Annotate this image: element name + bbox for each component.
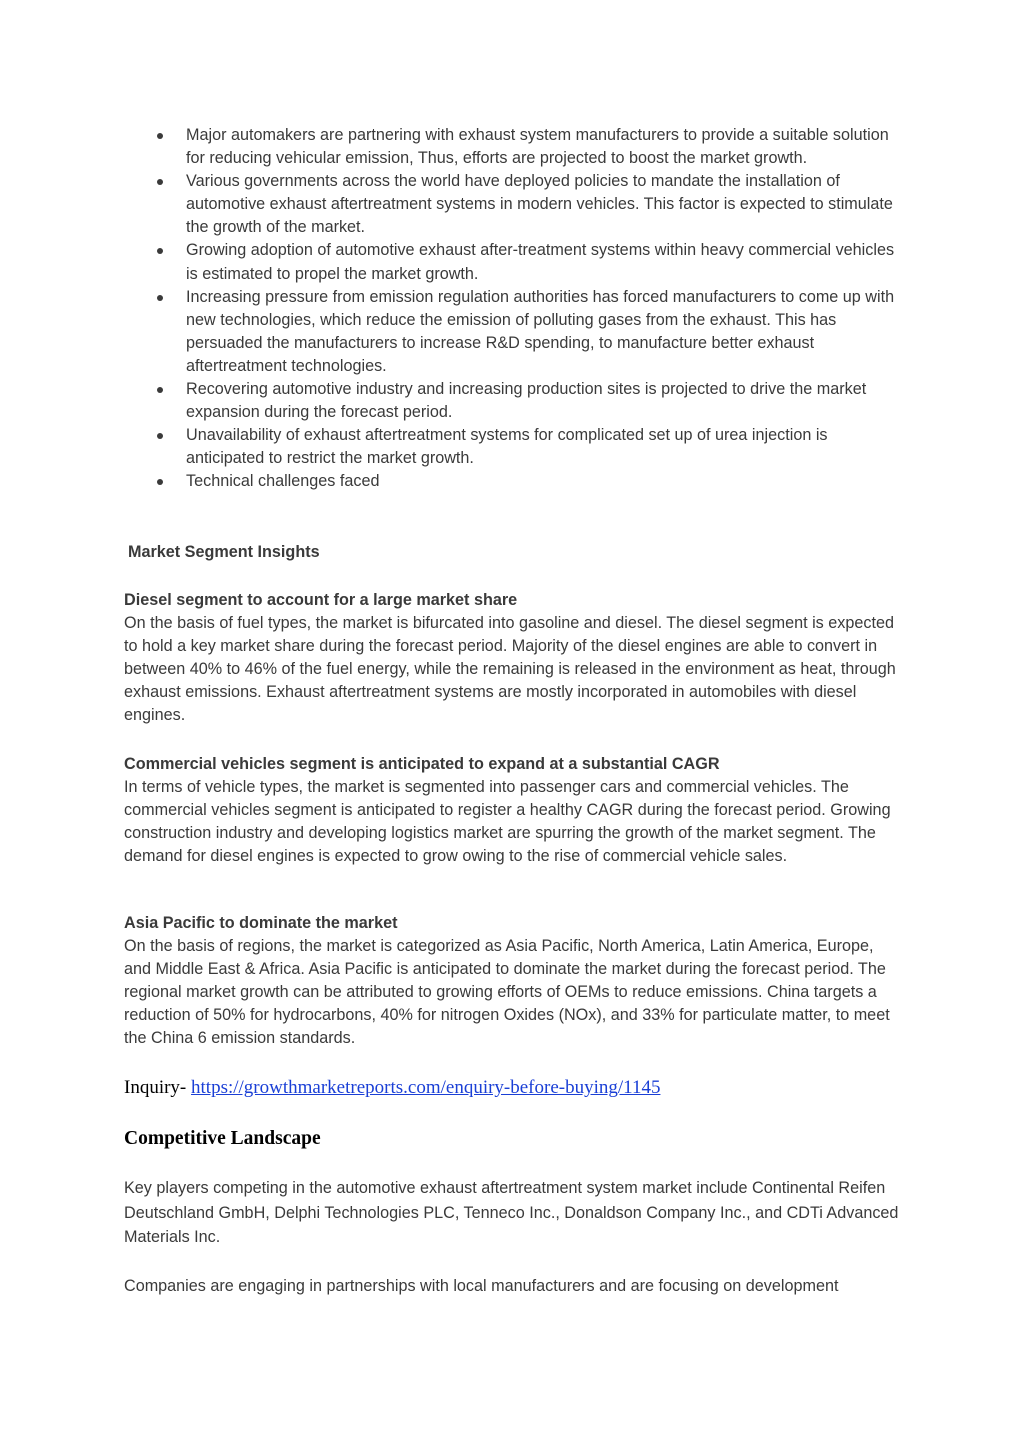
list-item [124,424,899,470]
bullet-icon [157,179,163,185]
bullet-text: Technical challenges faced [186,472,380,491]
list-item [124,286,899,378]
competitive-paragraph-2: Companies are engaging in partnerships with local manufacturers and are focusing on development [124,1277,839,1295]
asia-pacific-section [124,912,904,1051]
bullet-icon [157,133,163,139]
bullet-text: Unavailability of exhaust aftertreatment systems for complicated set up of urea injection is anticipated to restrict the market growth. [186,426,828,468]
asia-pacific-heading: Asia Pacific to dominate the market [124,914,398,932]
commercial-segment-heading: Commercial vehicles segment is anticipated to expand at a substantial CAGR [124,755,720,773]
bullet-text: Major automakers are partnering with exhaust system manufacturers to provide a suitable solution for reducing vehicular emission, Thus, efforts are projected to boost the market growth. [186,126,889,168]
list-item [124,239,899,285]
bullet-icon [157,433,163,439]
list-item [124,470,899,493]
diesel-segment-body: On the basis of fuel types, the market is bifurcated into gasoline and diesel. The diesel segment is expected to hold a key market share during the forecast period. Majority of the diesel engines are able to convert in between 40% to 46% of the fuel energy, while the remaining is released in the environment as heat, through exhaust emissions. Exhaust aftertreatment systems are mostly incorporated in automobiles with diesel engines. [124,614,896,725]
list-item [124,170,899,239]
bullet-text: Recovering automotive industry and increasing production sites is projected to drive the market expansion during the forecast period. [186,380,867,422]
list-item [124,378,899,424]
inquiry-link[interactable]: https://growthmarketreports.com/enquiry-before-buying/1145 [191,1077,661,1098]
bullet-icon [157,387,163,393]
bullet-icon [157,295,163,301]
list-item [124,124,899,170]
bullet-text: Various governments across the world have deployed policies to mandate the installation of automotive exhaust aftertreatment systems in modern vehicles. This factor is expected to stimulate the growth of the market. [186,172,893,237]
bullet-icon [157,479,163,485]
diesel-segment-heading: Diesel segment to account for a large market share [124,591,518,609]
asia-pacific-body: On the basis of regions, the market is categorized as Asia Pacific, North America, Latin America, Europe, and Middle East & Africa. Asia Pacific is anticipated to dominate the market during the forecast period. The regional market growth can be attributed to growing efforts of OEMs to reduce emissions. China targets a reduction of 50% for hydrocarbons, 40% for nitrogen Oxides (NOx), and 33% for particulate matter, to meet the China 6 emission standards. [124,937,890,1048]
inquiry-line [124,1076,660,1100]
competitive-paragraph-1: Key players competing in the automotive exhaust aftertreatment system market include Continental Reifen Deutschland GmbH, Delphi Technologies PLC, Tenneco Inc., Donaldson Company Inc., and CDTi Advanced Materials Inc. [124,1179,899,1246]
diesel-segment-section [124,589,904,728]
drivers-bullet-list [124,124,899,494]
commercial-segment-section [124,753,904,868]
competitive-landscape-heading: Competitive Landscape [124,1128,321,1149]
commercial-segment-body: In terms of vehicle types, the market is segmented into passenger cars and commercial vehicles. The commercial vehicles segment is anticipated to register a healthy CAGR during the forecast period. Growing construction industry and developing logistics market are spurring the growth of the market segment. The demand for diesel engines is expected to grow owing to the rise of commercial vehicle sales. [124,778,891,866]
bullet-text: Growing adoption of automotive exhaust after-treatment systems within heavy commercial vehicles is estimated to propel the market growth. [186,241,895,283]
bullet-text: Increasing pressure from emission regulation authorities has forced manufacturers to come up with new technologies, which reduce the emission of polluting gases from the exhaust. This has persuaded the manufacturers to increase R&D spending, to manufacture better exhaust aftertreatment technologies. [186,287,895,375]
segment-insights-heading: Market Segment Insights [128,543,320,561]
inquiry-label: Inquiry- [124,1077,187,1098]
bullet-icon [157,248,163,254]
